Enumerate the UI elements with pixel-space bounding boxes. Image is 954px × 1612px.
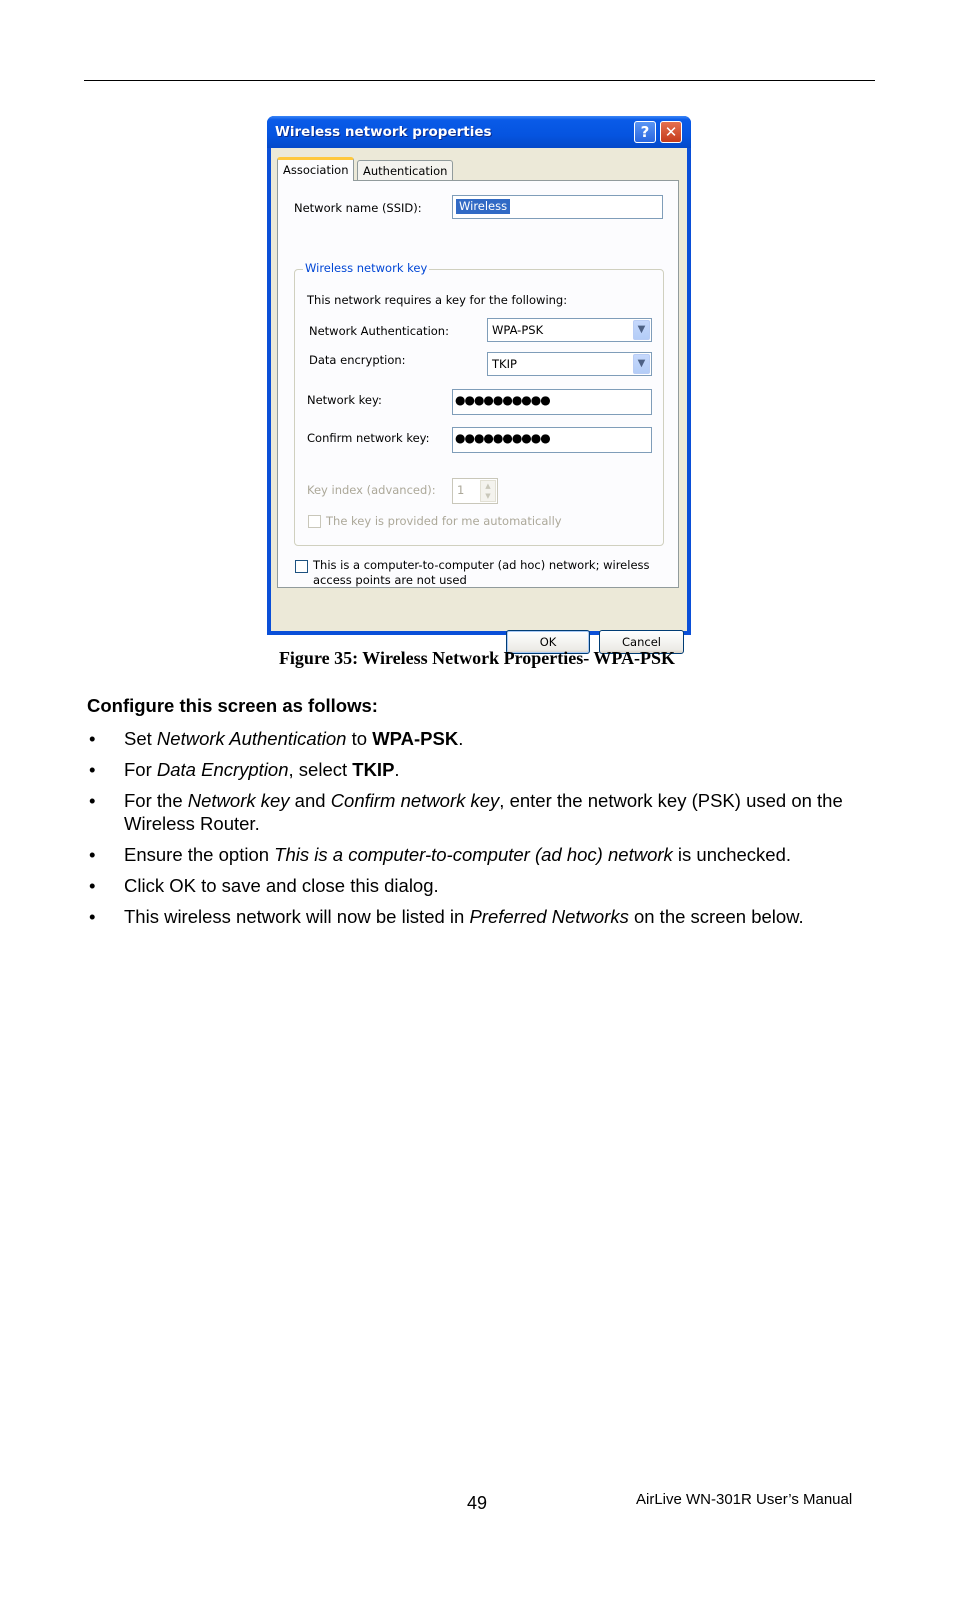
key-index-value: 1 bbox=[457, 483, 465, 497]
dialog-title: Wireless network properties bbox=[275, 124, 492, 140]
group-description: This network requires a key for the following: bbox=[307, 293, 568, 307]
auto-key-label: The key is provided for me automatically bbox=[326, 514, 562, 528]
auth-value: WPA-PSK bbox=[492, 323, 544, 337]
chevron-down-icon[interactable]: ▼ bbox=[633, 320, 650, 340]
figure-caption: Figure 35: Wireless Network Properties- WPA-PSK bbox=[278, 648, 676, 668]
encryption-dropdown[interactable] bbox=[487, 352, 652, 376]
manual-title: AirLive WN-301R User’s Manual bbox=[636, 1491, 853, 1508]
tab-authentication[interactable]: Authentication bbox=[357, 160, 453, 182]
adhoc-label-line1: This is a computer-to-computer (ad hoc) network; wireless bbox=[313, 558, 650, 572]
chevron-down-icon[interactable]: ▼ bbox=[633, 354, 650, 374]
list-item: • For the Network key and Confirm network key, enter the network key (PSK) used on the Wireless Router. bbox=[87, 789, 877, 835]
help-button[interactable]: ? bbox=[634, 121, 656, 143]
network-key-input[interactable] bbox=[452, 389, 652, 415]
confirm-key-label: Confirm network key: bbox=[307, 431, 430, 445]
wireless-properties-dialog bbox=[267, 116, 691, 649]
list-item: • Click OK to save and close this dialog. bbox=[87, 874, 877, 897]
auto-key-checkbox[interactable] bbox=[308, 515, 321, 528]
ssid-input[interactable] bbox=[452, 195, 663, 219]
network-key-label: Network key: bbox=[307, 393, 382, 407]
section-heading: Configure this screen as follows: bbox=[87, 695, 378, 716]
auth-dropdown[interactable] bbox=[487, 318, 652, 342]
page-number: 49 bbox=[467, 1493, 488, 1513]
encryption-label: Data encryption: bbox=[309, 353, 406, 367]
ssid-value: Wireless bbox=[456, 199, 510, 214]
network-key-value: ●●●●●●●●●● bbox=[455, 393, 550, 407]
list-item: • This wireless network will now be listed in Preferred Networks on the screen below. bbox=[87, 905, 877, 928]
group-title: Wireless network key bbox=[305, 261, 428, 275]
auth-label: Network Authentication: bbox=[309, 324, 449, 338]
ok-button[interactable]: OK bbox=[506, 630, 590, 654]
ssid-label: Network name (SSID): bbox=[294, 201, 422, 215]
key-index-label: Key index (advanced): bbox=[307, 483, 436, 497]
title-bar[interactable] bbox=[267, 116, 691, 148]
encryption-value: TKIP bbox=[492, 357, 517, 371]
list-item: • Ensure the option This is a computer-to-computer (ad hoc) network is unchecked. bbox=[87, 843, 877, 866]
adhoc-label-line2: access points are not used bbox=[313, 573, 467, 587]
instruction-list bbox=[87, 727, 877, 936]
dialog-client bbox=[271, 148, 687, 649]
confirm-key-value: ●●●●●●●●●● bbox=[455, 431, 550, 445]
confirm-key-input[interactable] bbox=[452, 427, 652, 453]
list-item: • For Data Encryption, select TKIP. bbox=[87, 758, 877, 781]
cancel-button[interactable]: Cancel bbox=[599, 630, 684, 654]
association-panel bbox=[277, 180, 679, 588]
close-button[interactable]: ✕ bbox=[660, 121, 682, 143]
network-key-group bbox=[294, 261, 664, 546]
key-index-spinner[interactable] bbox=[452, 478, 498, 504]
spinner-arrows-icon[interactable]: ▲ ▼ bbox=[480, 480, 496, 502]
list-item: • Set Network Authentication to WPA-PSK. bbox=[87, 727, 877, 750]
tab-association[interactable]: Association bbox=[277, 157, 354, 181]
adhoc-checkbox[interactable] bbox=[295, 560, 308, 573]
header-rule bbox=[84, 80, 875, 81]
